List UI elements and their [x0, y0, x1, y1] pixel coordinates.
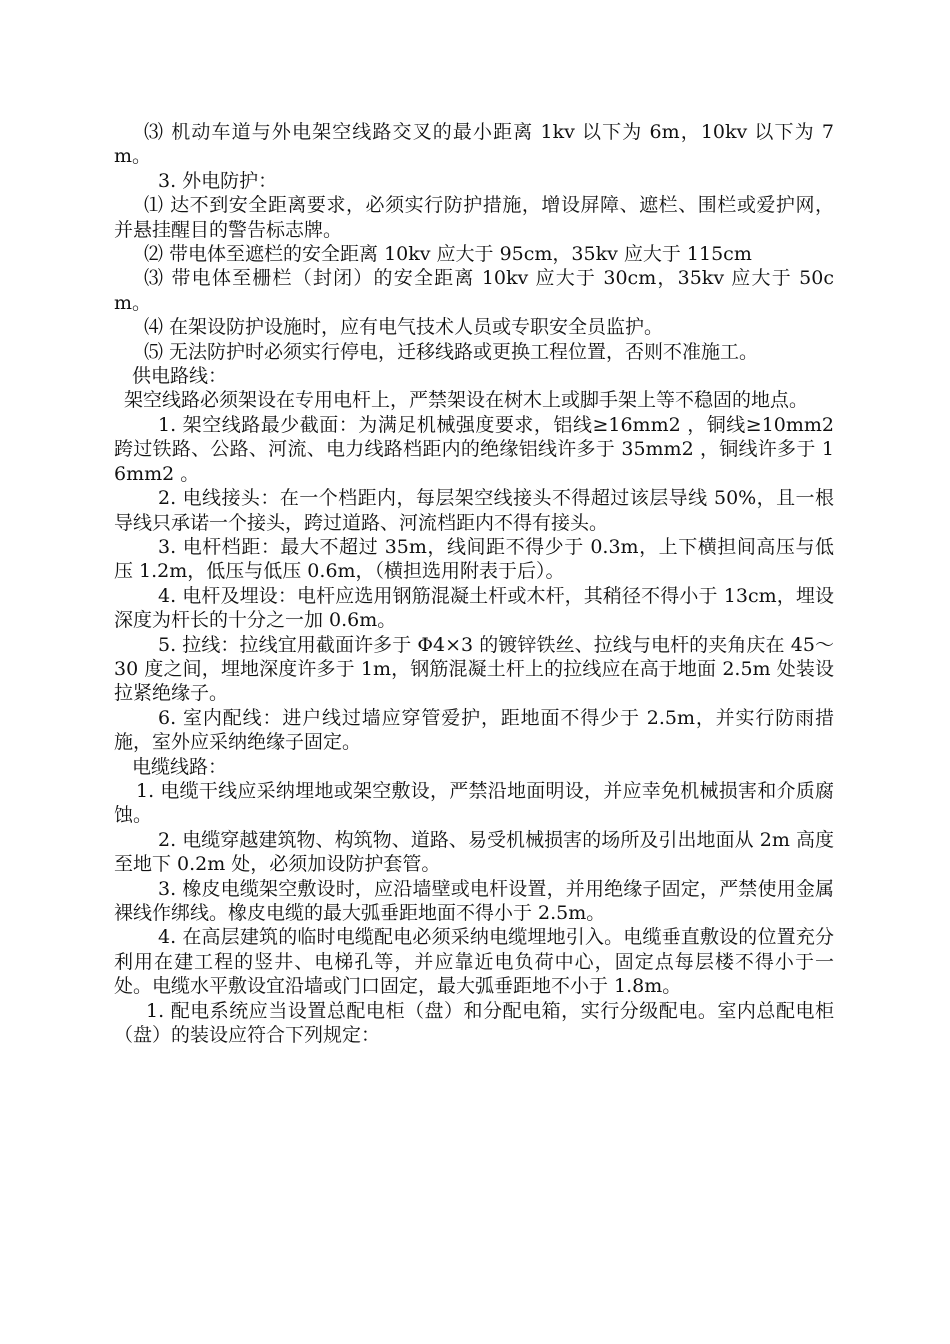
paragraph-overhead-lines: 架空线路必须架设在专用电杆上，严禁架设在树木上或脚手架上等不稳固的地点。 — [124, 389, 809, 412]
paragraph-pole-span: 3. 电杆档距：最大不超过 35m，线间距不得少于 0.3m，上下横担间高压与低压 1.2m，低压与低压 0.6m，（横担选用附表于后）。 — [114, 535, 834, 583]
paragraph-min-cross-section: 1. 架空线路最少截面：为满足机械强度要求，铝线≥16mm2 ，铜线≥10mm2 跨过铁路、公路、河流、电力线路档距内的绝缘铝线许多于 35mm2 ，铜线许多于 16mm2 。 — [114, 413, 834, 485]
paragraph-protection-measures: ⑴ 达不到安全距离要求，必须实行防护措施，增设屏障、遮栏、围栏或爱护网，并悬挂醒目的警告标志牌。 — [114, 194, 834, 241]
paragraph-guy-wire: 5. 拉线：拉线宜用截面许多于 Φ4×3 的镀锌铁丝、拉线与电杆的夹角庆在 45～30 度之间，埋地深度许多于 1m，钢筋混凝土杆上的拉线应在高于地面 2.5m 处装设拉紧绝缘子。 — [114, 633, 834, 705]
paragraph-supervision: ⑷ 在架设防护设施时，应有电气技术人员或专职安全员监护。 — [144, 316, 664, 339]
paragraph-distribution-system: 1. 配电系统应当设置总配电柜（盘）和分配电箱，实行分级配电。室内总配电柜（盘）的装设应符合下列规定： — [114, 999, 834, 1047]
paragraph-pole-burial: 4. 电杆及埋设：电杆应选用钢筋混凝土杆或木杆，其稍径不得小于 13cm，埋设深度为杆长的十分之一加 0.6m。 — [114, 584, 834, 632]
paragraph-barrier-distance: ⑵ 带电体至遮栏的安全距离 10kv 应大于 95cm，35kv 应大于 115cm — [144, 243, 752, 266]
document-page — [114, 120, 834, 1047]
paragraph-fence-distance: ⑶ 带电体至栅栏（封闭）的安全距离 10kv 应大于 30cm，35kv 应大于 50cm。 — [114, 267, 834, 314]
heading-power-supply-lines: 供电路线： — [132, 365, 228, 388]
heading-cable-lines: 电缆线路： — [132, 755, 228, 778]
paragraph-high-rise-cable: 4. 在高层建筑的临时电缆配电必须采纳电缆埋地引入。电缆垂直敷设的位置充分利用在建工程的竖井、电梯孔等，并应靠近电负荷中心，固定点每层楼不得小于一处。电缆水平敷设宜沿墙或门口固定，最大弧垂距地不小于 1.8m。 — [114, 926, 834, 998]
paragraph-vehicle-lane-distance: ⑶ 机动车道与外电架空线路交叉的最小距离 1kv 以下为 6m，10kv 以下为 7m。 — [114, 121, 834, 168]
paragraph-power-off: ⑸ 无法防护时必须实行停电，迁移线路或更换工程位置，否则不准施工。 — [144, 340, 759, 363]
paragraph-wire-joints: 2. 电线接头：在一个档距内，每层架空线接头不得超过该层导线 50%，且一根导线只承诺一个接头，跨过道路、河流档距内不得有接头。 — [114, 487, 834, 534]
heading-external-protection: 3. 外电防护： — [158, 169, 278, 192]
paragraph-rubber-cable: 3. 橡皮电缆架空敷设时，应沿墙壁或电杆设置，并用绝缘子固定，严禁使用金属裸线作绑线。橡皮电缆的最大弧垂距地面不得小于 2.5m。 — [114, 877, 834, 924]
paragraph-cable-trunk: 1. 电缆干线应采纳埋地或架空敷设，严禁沿地面明设，并应幸免机械损害和介质腐蚀。 — [114, 779, 834, 827]
paragraph-indoor-wiring: 6. 室内配线：进户线过墙应穿管爱护，距地面不得少于 2.5m，并实行防雨措施，室外应采纳绝缘子固定。 — [114, 706, 834, 754]
paragraph-cable-protection-sleeve: 2. 电缆穿越建筑物、构筑物、道路、易受机械损害的场所及引出地面从 2m 高度至地下 0.2m 处，必须加设防护套管。 — [114, 828, 834, 876]
